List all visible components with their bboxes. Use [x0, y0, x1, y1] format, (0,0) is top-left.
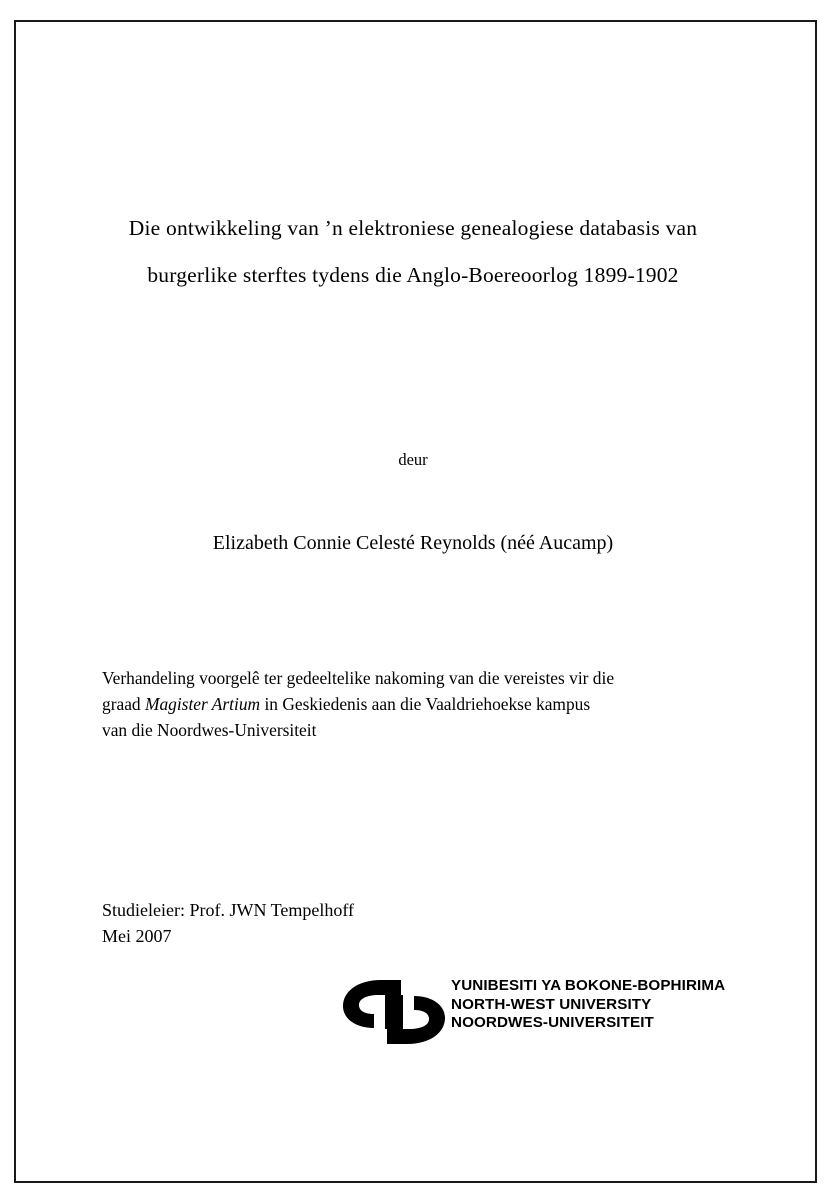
supervisor-line: Studieleier: Prof. JWN Tempelhoff	[102, 900, 355, 920]
university-logo-line-1: YUNIBESITI YA BOKONE-BOPHIRIMA	[451, 977, 726, 994]
date-line: Mei 2007	[102, 926, 172, 946]
degree-statement	[102, 665, 722, 743]
degree-name-italic: Magister Artium	[144, 694, 261, 714]
degree-statement-line-2-pre: graad	[102, 694, 145, 714]
degree-statement-line-1: Verhandeling voorgelê ter gedeeltelike nakoming van die vereistes vir die	[102, 668, 615, 688]
by-label: deur	[398, 450, 428, 469]
title-line-1: Die ontwikkeling van ’n elektroniese genealogiese databasis van	[128, 216, 698, 240]
author-name: Elizabeth Connie Celesté Reynolds (néé Aucamp)	[212, 532, 614, 554]
university-logo	[243, 972, 726, 1052]
north-west-university-logo-mark-icon	[339, 976, 449, 1048]
title-line-2: burgerlike sterftes tydens die Anglo-Boereoorlog 1899-1902	[147, 263, 679, 287]
university-logo-line-2: NORTH-WEST UNIVERSITY	[451, 995, 652, 1013]
degree-statement-line-2	[102, 691, 722, 717]
page-title	[98, 205, 728, 299]
page-content	[88, 20, 738, 1183]
degree-statement-line-3: van die Noordwes-Universiteit	[102, 720, 317, 740]
university-logo-line-3: NOORDWES-UNIVERSITEIT	[451, 1014, 654, 1031]
university-logo-text	[451, 977, 725, 1033]
degree-statement-line-2-post: in Geskiedenis aan die Vaaldriehoekse kampus	[260, 694, 591, 714]
